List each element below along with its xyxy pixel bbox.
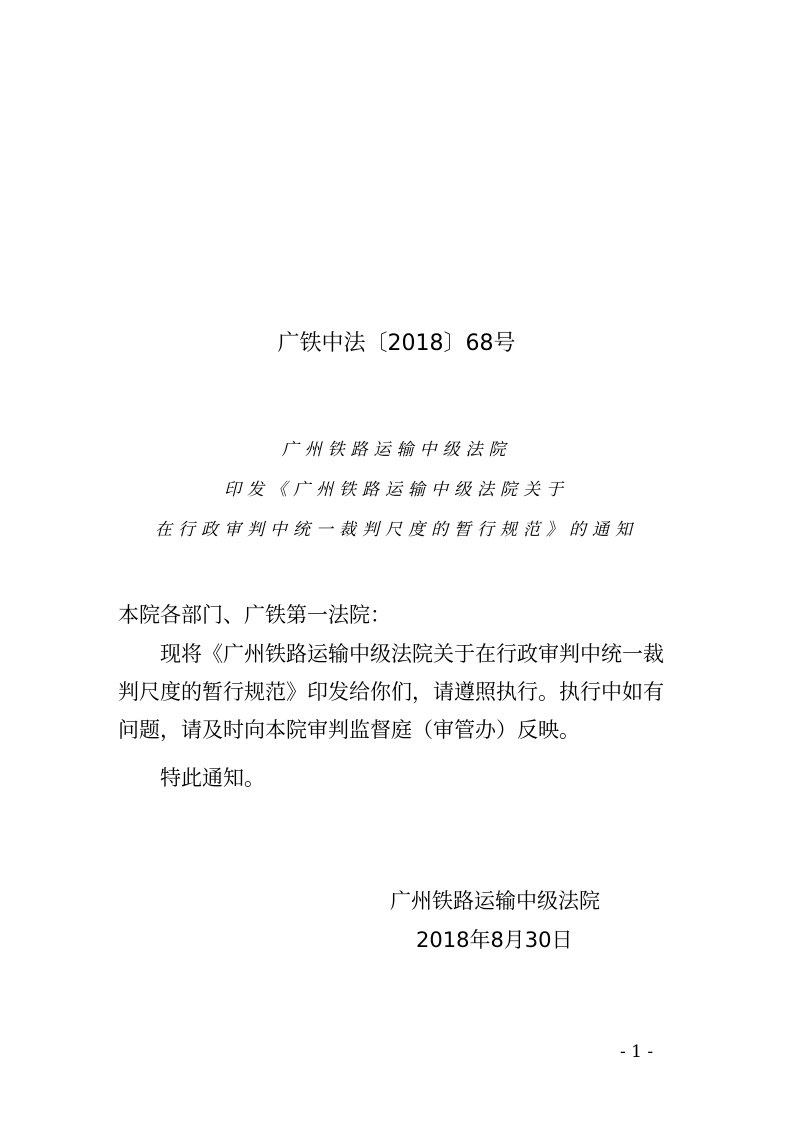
title-line-3: 在行政审判中统一裁判尺度的暂行规范》的通知 [155, 520, 638, 540]
salutation: 本院各部门、广铁第一法院： [118, 603, 391, 627]
title-line-2: 印发《广州铁路运输中级法院关于 [224, 480, 569, 500]
issue-date: 2018年8月30日 [416, 928, 573, 952]
body-line-2: 判尺度的暂行规范》印发给你们，请遵照执行。执行中如有 [118, 680, 664, 704]
body-line-3: 问题，请及时向本院审判监督庭（审管办）反映。 [118, 718, 580, 742]
body-line-1: 现将《广州铁路运输中级法院关于在行政审判中统一裁 [160, 642, 664, 666]
page-number: - 1 - [620, 1042, 654, 1062]
document-number: 广铁中法〔2018〕68号 [277, 331, 516, 356]
title-line-1: 广州铁路运输中级法院 [281, 440, 512, 460]
issuer-name: 广州铁路运输中级法院 [390, 889, 600, 913]
closing-remark: 特此通知。 [160, 766, 265, 790]
